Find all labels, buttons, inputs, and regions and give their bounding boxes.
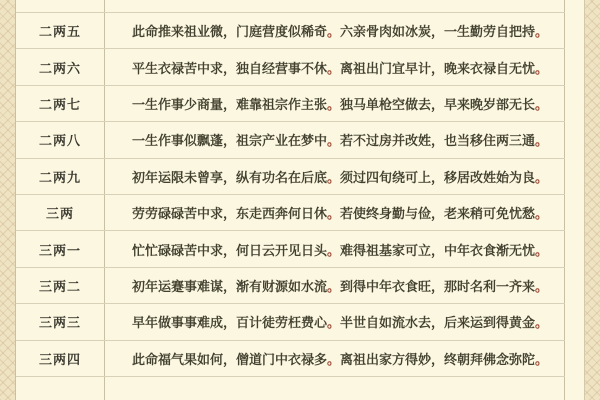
table-row <box>16 49 565 85</box>
table-row <box>16 122 565 158</box>
fortune-cell <box>105 377 565 400</box>
weight-cell <box>16 377 105 400</box>
fortune-cell: 一生作事似飘蓬，祖宗产业在梦中 。 若不过房并改姓，也当移住两三通 。 <box>105 122 565 157</box>
table-row <box>16 159 565 195</box>
table-row-partial-bottom <box>16 377 565 400</box>
weight-cell <box>16 0 105 12</box>
fortune-cell: 平生衣禄苦中求，独自经营事不休 。 离祖出门宜早计，晚来衣禄自无忧 。 <box>105 49 565 84</box>
weight-cell: 二两六 <box>16 49 105 84</box>
weight-cell: 三两二 <box>16 268 105 303</box>
fortune-cell: 此命推来祖业微，门庭营度似稀奇 。 六亲骨肉如冰炭，一生勤劳自把持 。 <box>105 13 565 48</box>
weight-cell: 二两九 <box>16 159 105 194</box>
table-row <box>16 86 565 122</box>
weight-cell: 二两八 <box>16 122 105 157</box>
fortune-cell: 早年做事事难成，百计徒劳枉费心 。 半世自如流水去，后来运到得黄金 。 <box>105 304 565 339</box>
fortune-cell: 劳劳碌碌苦中求，东走西奔何日休 。 若使终身勤与俭，老来稍可免忧愁 。 <box>105 195 565 230</box>
weight-cell: 三两三 <box>16 304 105 339</box>
fortune-table <box>16 0 565 400</box>
table-row <box>16 268 565 304</box>
table-row-partial-top <box>16 0 565 13</box>
weight-cell: 二两五 <box>16 13 105 48</box>
weight-cell: 三两一 <box>16 231 105 266</box>
weight-cell: 二两七 <box>16 86 105 121</box>
table-row <box>16 195 565 231</box>
fortune-cell: 初年运限未曾享，纵有功名在后底 。 须过四旬绕可上，移居改姓始为良 。 <box>105 159 565 194</box>
fortune-cell: 此命福气果如何，僧道门中衣禄多 。 离祖出家方得妙，终朝拜佛念弥陀 。 <box>105 341 565 376</box>
fortune-cell: 初年运蹇事难谋，渐有财源如水流 。 到得中年衣食旺，那时名利一齐来 。 <box>105 268 565 303</box>
table-row <box>16 231 565 267</box>
fortune-cell: 忙忙碌碌苦中求，何日云开见日头 。 难得祖基家可立，中年衣食渐无忧 。 <box>105 231 565 266</box>
table-row <box>16 304 565 340</box>
weight-cell: 三两四 <box>16 341 105 376</box>
fortune-cell <box>105 0 565 12</box>
weight-cell: 三两 <box>16 195 105 230</box>
table-row <box>16 13 565 49</box>
table-row <box>16 341 565 377</box>
fortune-cell: 一生作事少商量，难靠祖宗作主张 。 独马单枪空做去，早来晚岁部无长 。 <box>105 86 565 121</box>
page-panel <box>15 0 585 400</box>
